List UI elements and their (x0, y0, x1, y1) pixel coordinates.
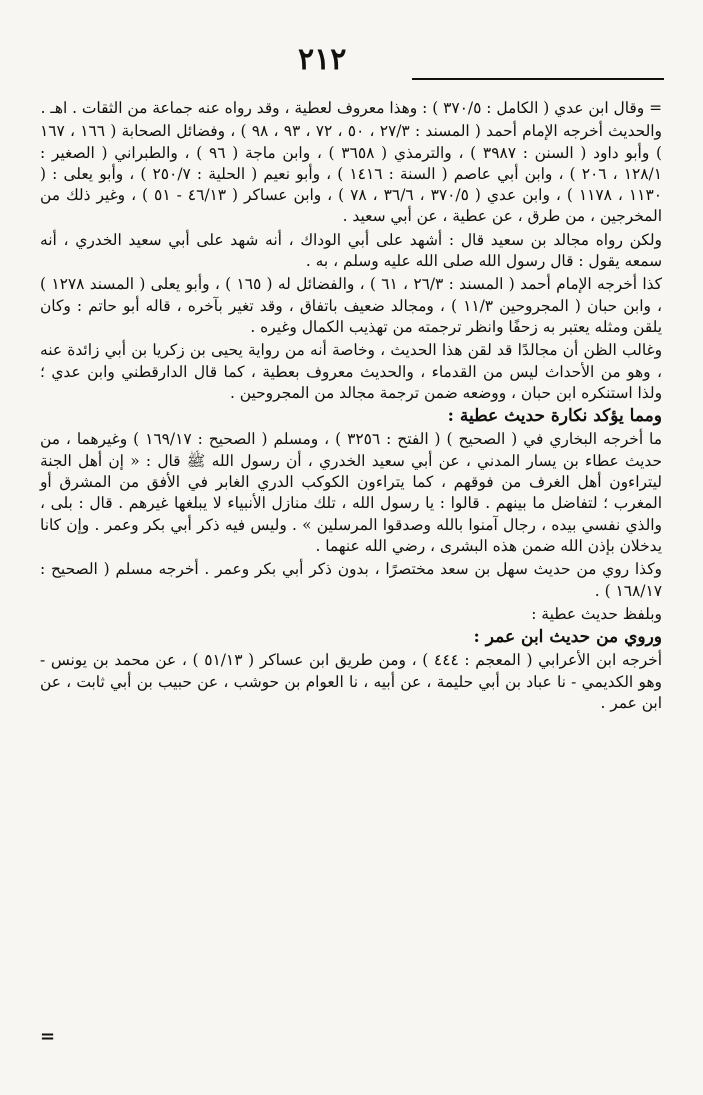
paragraph-ahmad-sources: كذا أخرجه الإمام أحمد ( المسند : ٢٦/٣ ، ٦١ ) ، والفضائل له ( ١٦٥ ) ، وأبو يعلى ( المسند ١٢٧٨ ) ، وابن حبان ( المجروحين ١١/٣ ) ، ومجالد ضعيف باتفاق ، وقد تغير بآخره ، قاله أبو حاتم : وكان يلقن ومثله يعتبر به زحفًا وانظر ترجمته من تهذيب الكمال وغيره . (40, 275, 663, 336)
paragraph-mujalid-narration: ولكن رواه مجالد بن سعيد قال : أشهد على أبي الوداك ، أنه شهد على أبي سعيد الخدري ، أنه سمعه يقول : قال رسول الله صلى الله عليه وسلم ، به . (40, 230, 662, 271)
continuation-mark: = (40, 1026, 56, 1047)
page-number: ٢١٢ (298, 42, 347, 77)
paragraph-hadith-sources: والحديث أخرجه الإمام أحمد ( المسند : ٢٧/٣ ، ٥٠ ، ٧٢ ، ٩٣ ، ٩٨ ) ، وفضائل الصحابة ( ١٦٦ ، ١٦٧ ) وأبو داود ( السنن : ٣٩٨٧ ) ، والترمذي ( ٣٦٥٨ ) ، وابن ماجة ( ٩٦ ) ، والطبراني ( الصغير : ١٢٨/١ ، ٢٠٦ ) ، وابن أبي عاصم ( السنة : ١٤١٦ ) ، وأبو نعيم ( الحلية : ٢٥٠/٧ ) ، وأبو يعلى : ( ١١٣٠ ، ١١٧٨ ) ، وابن عدي ( ٣٧٠/٥ ، ٣٦/٦ ، ٧٨ ) ، وابن عساكر ( ٤٦/١٣ - ٥١ ) ، وغير ذلك من المخرجين ، من طرق ، عن عطية ، عن أبي سعيد . (40, 122, 662, 226)
section-heading-ibn-umar: وروي من حديث ابن عمر : (473, 627, 662, 648)
page-header (0, 42, 703, 92)
paragraph-atiyya-wording: وبلفظ حديث عطية : (531, 604, 662, 623)
paragraph-ibn-arabi: أخرجه ابن الأعرابي ( المعجم : ٤٤٤ ) ، ومن طريق ابن عساكر ( ٥١/١٣ ) ، عن محمد بن يونس - وهو الكديمي - نا عباد بن أبي حليمة ، عن أبيه ، نا العوام بن حوشب ، عن حبيب بن أبي ثابت ، عن ابن عمر . (40, 651, 662, 713)
header-rule (412, 78, 664, 80)
paragraph-ibn-adi-quote: = وقال ابن عدي ( الكامل : ٣٧٠/٥ ) : وهذا معروف لعطية ، وقد رواه عنه جماعة من الثقات . اهـ . (40, 99, 662, 117)
section-heading-atiyya: ومما يؤكد نكارة حديث عطية : (447, 406, 662, 427)
paragraph-bukhari-muslim: ما أخرجه البخاري في ( الصحيح ) ( الفتح : ٣٢٥٦ ) ، ومسلم ( الصحيح : ١٦٩/١٧ ) وغيرهما ، من حديث عطاء بن يسار المدني ، عن أبي سعيد الخدري ، أن رسول الله ﷺ قال : « إن أهل الجنة ليتراءون أهل الغرف من فوقهم ، كما يتراءون الكوكب الدري الغابر في الأفق من المشرق أو المغرب ؛ لتفاضل ما بينهم . قالوا : يا رسول الله ، تلك منازل الأنبياء لا يبلغها غيرهم . قال : بلى ، والذي نفسي بيده ، رجال آمنوا بالله وصدقوا المرسلين » . وليس فيه ذكر أبي بكر وعمر . وإن كانا يدخلان بإذن الله ضمن هذه البشرى ، رضي الله عنهما . (40, 430, 662, 555)
paragraph-sahl-ibn-sad: وكذا روي من حديث سهل بن سعد مختصرًا ، بدون ذكر أبي بكر وعمر . أخرجه مسلم ( الصحيح : ١٦٨/١٧ ) . (40, 560, 662, 600)
page-body (40, 98, 662, 714)
paragraph-mujalid-assessment: وغالب الظن أن مجالدًا قد لقن هذا الحديث ، وخاصة أنه من رواية يحيى بن زكريا بن أبي زائدة عنه ، وهو من الأحداث ليس من القدماء ، والحديث معروف بعطية ، كما قال الدارقطني وابن عدي ؛ ولذا استنكره ابن حبان ، ووضعه ضمن ترجمة مجالد من المجروحين . (40, 341, 662, 402)
